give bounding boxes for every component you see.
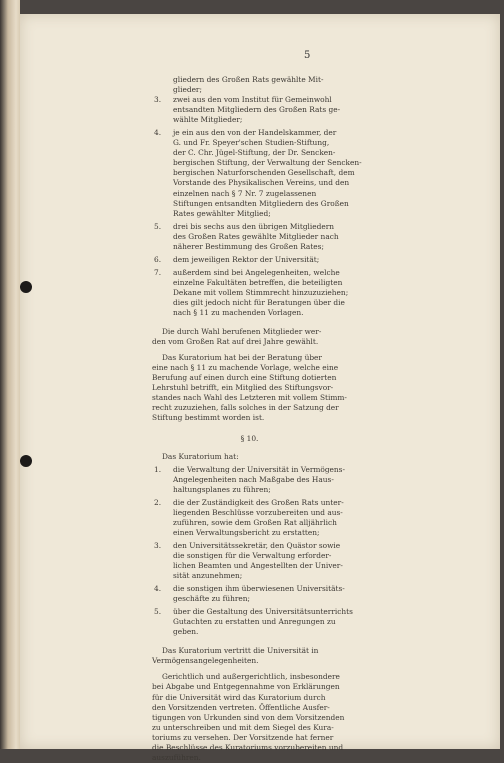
list-item: [152, 128, 362, 218]
list-item-line: [152, 199, 347, 209]
list-item-text: liegenden Beschlüsse vorzubereiten und aus-: [173, 507, 343, 517]
duties-list: [152, 464, 353, 638]
list-item-text: näherer Bestimmung des Großen Rates;: [173, 241, 324, 251]
list-item-text: einzelne Fakultäten betreffen, die beteiligten: [173, 277, 343, 287]
member-list: [152, 95, 362, 318]
list-item-text: geschäfte zu führen;: [173, 594, 251, 604]
list-item-line: [152, 178, 350, 188]
list-item-number: 3.: [154, 540, 162, 550]
list-item-text: je ein aus den von der Handelskammer, der: [173, 128, 337, 138]
list-item-text: geben.: [173, 627, 199, 637]
list-item-line: [152, 168, 355, 178]
list-item-number: 4.: [154, 584, 162, 594]
list-item-number: 2.: [154, 497, 162, 507]
list-item-number: 5.: [154, 221, 162, 231]
list-item-line: [152, 95, 347, 105]
text-line: zu unterschreiben und mit dem Siegel des Kura-: [152, 722, 334, 732]
list-item-line: [152, 594, 347, 604]
list-item-text: außerdem sind bei Angelegenheiten, welche: [173, 267, 340, 277]
document-text: [152, 75, 362, 763]
text-line: recht zuzuziehen, falls solches in der Satzung der: [152, 403, 339, 413]
text-line: auszuführen.: [152, 752, 201, 762]
list-item-line: [152, 551, 347, 561]
list-item-text: nach § 11 zu machenden Vorlagen.: [173, 308, 304, 318]
list-item-line: [152, 242, 347, 252]
list-item-line: [152, 584, 347, 594]
list-item-line: [152, 508, 347, 518]
list-item-line: [152, 115, 347, 125]
list-item-line: [152, 627, 347, 637]
list-item-line: [152, 138, 347, 148]
page-number: 5: [304, 50, 311, 61]
text-line: Gerichtlich und außergerichtlich, insbesondere: [162, 672, 340, 682]
text-line: die Beschlüsse des Kuratoriums vorzubereiten und: [152, 742, 344, 752]
list-item-text: der C. Chr. Jügel-Stiftung, der Dr. Sencken-: [173, 148, 336, 158]
list-item-text: Stiftungen entsandten Mitgliedern des Großen: [173, 198, 349, 208]
list-item: [152, 255, 347, 265]
list-item-text: G. und Fr. Speyer'schen Studien-Stiftung,: [173, 138, 330, 148]
list-item-line: [152, 298, 347, 308]
text-line: Lehrstuhl betrifft, ein Mitglied des Stiftungsvor-: [152, 383, 334, 393]
list-item-line: [152, 268, 347, 278]
list-item: [152, 584, 347, 604]
text-line: glieder;: [173, 85, 202, 95]
list-item-line: [152, 617, 347, 627]
list-item-text: die sonstigen ihm überwiesenen Universitäts-: [173, 584, 345, 594]
list-item-text: Angelegenheiten nach Maßgabe des Haus-: [173, 474, 334, 484]
text-line: gliedern des Großen Rats gewählte Mit-: [173, 75, 324, 84]
list-item-line: [152, 105, 347, 115]
book-spine: [0, 0, 20, 749]
list-item-line: [152, 571, 347, 581]
list-item: [152, 541, 347, 581]
list-item-line: [152, 607, 353, 617]
text-line: toriums zu versehen. Der Vorsitzende hat ferner: [152, 732, 334, 742]
list-item-line: [152, 158, 362, 168]
list-item-line: [152, 528, 347, 538]
continuation-block: [152, 75, 347, 95]
list-item: [152, 268, 347, 318]
list-item-text: drei bis sechs aus den übrigen Mitgliedern: [173, 221, 335, 231]
list-item-number: 6.: [154, 254, 162, 264]
list-item-text: bergischen Stiftung, der Verwaltung der Sencken-: [173, 158, 362, 168]
list-item-text: Rates gewählter Mitglied;: [173, 208, 271, 218]
list-item-text: über die Gestaltung des Universitätsunterrichts: [173, 607, 353, 617]
list-item-line: [152, 278, 347, 288]
text-line: Vermögensangelegenheiten.: [152, 656, 259, 666]
paragraph-legal-representation: [152, 672, 347, 762]
list-item-number: 5.: [154, 607, 162, 617]
list-item: [152, 465, 347, 495]
list-item-line: [152, 148, 347, 158]
list-item-number: 1.: [154, 464, 162, 474]
text-line: standes nach Wahl des Letzteren mit vollem Stimm-: [152, 393, 347, 403]
text-line: eine nach § 11 zu machende Vorlage, welche eine: [152, 363, 339, 373]
text-line: Das Kuratorium vertritt die Universität in: [162, 646, 319, 656]
list-item-text: dem jeweiligen Rektor der Universität;: [173, 254, 320, 264]
list-item-number: 3.: [154, 95, 162, 105]
list-item-line: [152, 475, 347, 485]
text-line: Berufung auf einen durch eine Stiftung dotierten: [152, 373, 337, 383]
list-item-number: 4.: [154, 128, 162, 138]
list-item-text: entsandten Mitgliedern des Großen Rats ge-: [173, 105, 341, 115]
list-item-line: [152, 561, 347, 571]
list-item-text: die der Zuständigkeit des Großen Rats unter-: [173, 497, 344, 507]
punch-hole-top: [20, 281, 32, 293]
section-intro: Das Kuratorium hat:: [162, 451, 239, 461]
list-item-line: [152, 465, 347, 475]
list-item: [152, 498, 347, 538]
list-item-text: einen Verwaltungsbericht zu erstatten;: [173, 527, 320, 537]
list-item-text: Dekane mit vollem Stimmrecht hinzuzuziehen;: [173, 287, 349, 297]
list-item-text: Gutachten zu erstatten und Anregungen zu: [173, 617, 336, 627]
list-item-text: die Verwaltung der Universität in Vermögens-: [173, 464, 345, 474]
text-line: bei Abgabe und Entgegennahme von Erklärungen: [152, 682, 340, 692]
list-item-text: bergischen Naturforschenden Gesellschaft, dem: [173, 168, 355, 178]
list-item-text: des Großen Rates gewählte Mitglieder nach: [173, 231, 339, 241]
text-line: Die durch Wahl berufenen Mitglieder wer-: [162, 327, 322, 337]
list-item-line: [152, 232, 347, 242]
list-item-line: [152, 518, 347, 528]
list-item-text: dies gilt jedoch nicht für Beratungen über die: [173, 297, 345, 307]
list-item-text: zwei aus den vom Institut für Gemeinwohl: [173, 95, 332, 105]
list-item-line: [152, 498, 347, 508]
list-item-text: die sonstigen für die Verwaltung erforder-: [173, 550, 332, 560]
paragraph-representation: [152, 646, 347, 666]
list-item-line: [152, 189, 347, 199]
section-heading: § 10.: [240, 433, 259, 443]
list-item-text: einzelnen nach § 7 Nr. 7 zugelassenen: [173, 188, 317, 198]
list-item-text: zuführen, sowie dem Großen Rat alljährlich: [173, 517, 337, 527]
list-item-line: [152, 308, 347, 318]
list-item-line: [152, 128, 347, 138]
list-item-text: lichen Beamten und Angestellten der Univer-: [173, 561, 343, 571]
list-item: [152, 95, 347, 125]
list-item-text: den Universitätssekretär, den Quästor sowie: [173, 540, 341, 550]
list-item-line: [152, 255, 347, 265]
text-line: für die Universität wird das Kuratorium durch: [152, 692, 326, 702]
list-item-line: [152, 485, 347, 495]
list-item-text: sität anzunehmen;: [173, 571, 243, 581]
list-item-line: [152, 209, 347, 219]
punch-hole-bottom: [20, 455, 32, 467]
list-item-text: haltungsplanes zu führen;: [173, 484, 271, 494]
list-item-number: 7.: [154, 267, 162, 277]
list-item-text: Vorstande des Physikalischen Vereins, und den: [173, 178, 350, 188]
list-item: [152, 222, 347, 252]
paragraph-election: [152, 327, 347, 347]
text-line: tigungen von Urkunden sind von dem Vorsitzenden: [152, 712, 345, 722]
paragraph-foundation-seat: [152, 353, 347, 423]
text-line: Stiftung bestimmt worden ist.: [152, 413, 265, 423]
list-item-line: [152, 541, 347, 551]
list-item-line: [152, 222, 347, 232]
text-line: den Vorsitzenden vertreten. Öffentliche Ausfer-: [152, 702, 330, 712]
list-item-text: wählte Mitglieder;: [173, 115, 243, 125]
list-item: [152, 607, 353, 637]
text-line: den vom Großen Rat auf drei Jahre gewählt.: [152, 337, 319, 347]
text-line: Das Kuratorium hat bei der Beratung über: [162, 353, 322, 363]
list-item-line: [152, 288, 347, 298]
